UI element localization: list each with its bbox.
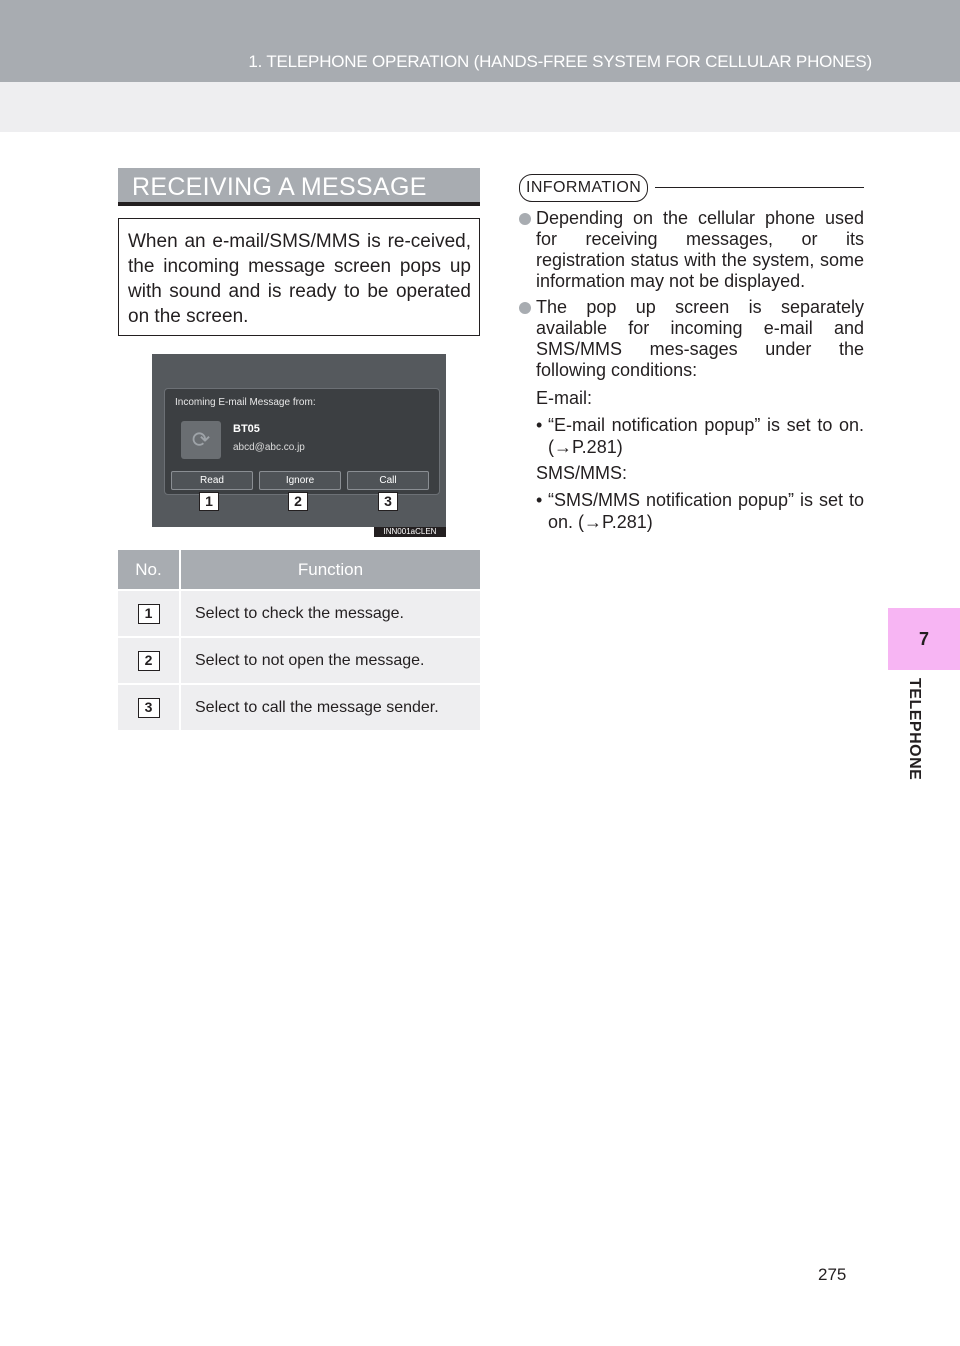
information-bullet-text: Depending on the cellular phone used for receiving messages, or its registration status with the system, some information may not be displayed. [536,208,864,291]
header-subband [0,82,960,132]
condition-item [536,414,864,458]
section-title: RECEIVING A MESSAGE [118,168,480,206]
information-list [519,208,864,533]
table-header-row [118,550,480,590]
page-number: 275 [818,1265,847,1284]
read-button[interactable]: Read [171,471,253,490]
condition-heading: SMS/MMS: [536,463,628,483]
table-row [118,590,480,637]
condition-text: “E-mail notification popup” is set to on. (→P.281) [548,415,864,457]
row-function: Select to call the message sender. [180,684,480,730]
row-function: Select to check the message. [180,590,480,637]
table-row [118,684,480,730]
row-function: Select to not open the message. [180,637,480,684]
row-number-cell [118,590,180,637]
popup-sender: BT05 [233,423,260,435]
row-number: 1 [138,604,160,624]
row-number-cell [118,637,180,684]
popup-address: abcd@abc.co.jp [233,442,305,453]
small-bullet-icon: • [536,490,543,510]
refresh-icon: ⟳ [181,421,221,459]
intro-text: When an e-mail/SMS/MMS is re-ceived, the incoming message screen pops up with sound and is ready to be operated on the screen. [128,231,471,327]
callout-1: 1 [199,492,219,511]
information-bullet [519,297,864,381]
intro-box [118,218,480,336]
chapter-tab-number: 7 [888,608,960,670]
column-header-function: Function [180,550,480,590]
bullet-dot-icon [519,302,531,314]
table-row [118,637,480,684]
popup-panel [164,388,440,495]
image-code: INN001aCLEN [374,527,446,537]
row-number-cell [118,684,180,730]
row-number: 3 [138,698,160,718]
small-bullet-icon: • [536,415,543,435]
column-header-no: No. [118,550,180,590]
callout-2: 2 [288,492,308,511]
information-rule [655,187,864,188]
information-bullet-text: The pop up screen is separately available for incoming e-mail and SMS/MMS mes-sages under the following conditions: [536,297,864,380]
information-bullet [519,208,864,292]
popup-heading: Incoming E-mail Message from: [175,397,316,408]
call-button[interactable]: Call [347,471,429,490]
row-number: 2 [138,651,160,671]
chapter-heading: 1. TELEPHONE OPERATION (HANDS-FREE SYSTEM FOR CELLULAR PHONES) [248,52,872,71]
screenshot-illustration [152,354,446,536]
condition-text: “SMS/MMS notification popup” is set to on. (→P.281) [548,490,864,532]
bullet-dot-icon [519,213,531,225]
condition-heading: E-mail: [536,388,593,408]
chapter-tab-label: TELEPHONE [906,678,923,781]
condition-list [519,387,864,533]
callout-3: 3 [378,492,398,511]
information-label: INFORMATION [519,174,648,202]
ignore-button[interactable]: Ignore [259,471,341,490]
function-table [118,550,480,730]
condition-item [536,489,864,533]
